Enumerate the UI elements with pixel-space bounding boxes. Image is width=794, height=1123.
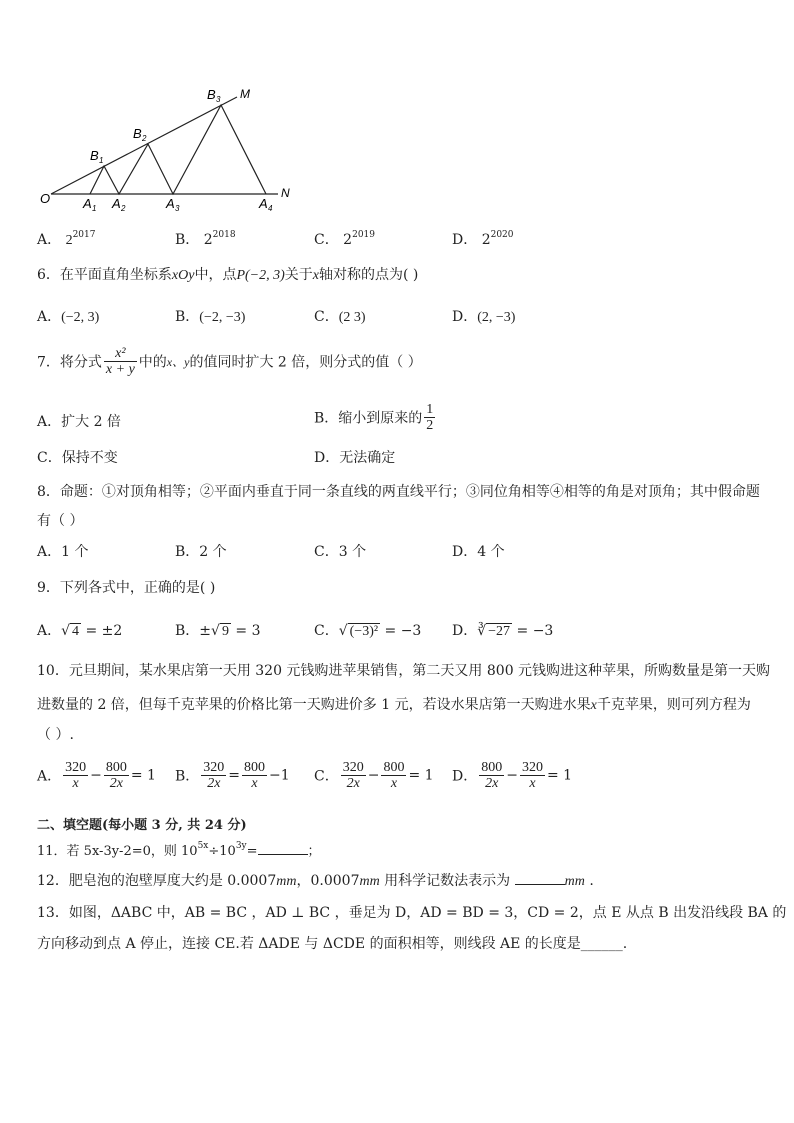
- fraction-1: [341, 760, 366, 791]
- sqrt-sign: √: [338, 623, 348, 639]
- q12-unit-2: mm: [359, 874, 380, 889]
- option-pre: ±: [199, 623, 212, 639]
- q10-option-b[interactable]: [175, 760, 290, 791]
- radicand: (−3)²: [349, 624, 379, 639]
- option-letter: A．: [37, 768, 62, 785]
- ray-om: [51, 97, 237, 194]
- q9-option-c[interactable]: [314, 620, 421, 640]
- q5-option-b[interactable]: [175, 229, 236, 249]
- option-letter: A．: [37, 309, 62, 325]
- option-letter: C．: [314, 623, 339, 639]
- option-letter: A．: [37, 414, 62, 430]
- frac-den: x: [72, 776, 79, 791]
- option-letter: B．: [175, 768, 200, 785]
- q8-option-a[interactable]: [37, 541, 88, 561]
- q11-text-c: =: [246, 844, 258, 859]
- option-base: 2: [343, 232, 353, 248]
- option-text: 缩小到原来的: [338, 410, 423, 427]
- q9-option-d[interactable]: [452, 620, 553, 640]
- operator: −: [506, 767, 518, 784]
- operator: =: [228, 767, 241, 784]
- option-text: 2 个: [199, 544, 227, 560]
- operator: −: [367, 767, 380, 784]
- label-o: O: [40, 191, 51, 206]
- q7-stem-a: 7．将分式: [37, 354, 102, 371]
- option-value: (−2, −3): [199, 310, 246, 325]
- frac-den: x: [529, 776, 536, 791]
- q9-stem: 9．下列各式中，正确的是( ): [37, 580, 216, 596]
- q11-exp1: 5x: [197, 841, 209, 851]
- q12-unit-3: mm: [564, 874, 585, 889]
- q12-unit-1: mm: [276, 874, 297, 889]
- option-text: 无法确定: [339, 450, 396, 466]
- option-base: 2: [203, 232, 213, 248]
- frac-num: 320: [203, 760, 225, 775]
- q5-option-a[interactable]: [37, 229, 95, 249]
- q6-stem-d: 轴对称的点为( ): [319, 267, 419, 283]
- frac-num: 800: [244, 760, 266, 775]
- option-letter: A．: [37, 623, 62, 639]
- fraction-1: [201, 760, 226, 791]
- option-letter: B．: [175, 232, 200, 248]
- option-exp: 2017: [72, 230, 96, 240]
- label-a1: A: [83, 196, 92, 211]
- option-text: 3 个: [338, 544, 367, 560]
- q7-frac-den: x + y: [105, 362, 135, 377]
- option-value: (2 3): [338, 310, 366, 325]
- sqrt-sign: √: [61, 623, 71, 639]
- option-letter: D．: [452, 768, 478, 785]
- q13-line2: 方向移动到点 A 停止，连接 CE.若 ΔADE 与 ΔCDE 的面积相等，则线段 AE 的长度是______.: [37, 936, 628, 952]
- label-a3: A: [166, 196, 175, 211]
- q7-stem: [37, 346, 422, 377]
- q6-stem-x: x: [312, 268, 320, 283]
- q6-stem-b: 中，点: [194, 267, 237, 283]
- option-letter: D．: [452, 309, 478, 325]
- option-base: 2: [65, 233, 73, 248]
- frac-num: 320: [521, 760, 543, 775]
- option-pre: ∛: [477, 623, 487, 639]
- fraction-2: [381, 760, 406, 791]
- frac-num: 800: [383, 760, 405, 775]
- frac-num: 320: [65, 760, 87, 775]
- option-base: 2: [481, 232, 491, 248]
- label-b1: B: [90, 148, 99, 163]
- option-letter: B．: [314, 410, 339, 427]
- option-text: 扩大 2 倍: [61, 414, 121, 430]
- tail: = 1: [130, 767, 156, 784]
- q10-line2a: 进数量的 2 倍，但每千克苹果的价格比第一天购进价多 1 元，若设水果店第一天购进水果: [37, 697, 591, 713]
- q13-line1: 13．如图，ΔABC 中，AB = BC ，AD ⊥ BC ，垂足为 D，AD = BD = 3，CD = 2，点 E 从点 B 出发沿线段 BA 的: [37, 905, 787, 921]
- q8-option-b[interactable]: [175, 541, 227, 561]
- option-value: (−2, 3): [61, 310, 100, 325]
- q12-text-a: 12．肥皂泡的泡壁厚度大约是 0.0007: [37, 873, 277, 889]
- frac-den: 2x: [485, 776, 499, 791]
- label-a3-sub: 3: [175, 204, 180, 213]
- option-exp: 2018: [212, 230, 236, 240]
- frac-num: 320: [342, 760, 364, 775]
- q10-option-c[interactable]: [314, 760, 434, 791]
- frac-num: 1: [426, 402, 434, 417]
- option-post: = ±2: [81, 623, 123, 639]
- option-letter: C．: [314, 544, 339, 560]
- zigzag-triangles: [90, 105, 266, 194]
- option-letter: C．: [314, 232, 339, 248]
- label-a4: A: [259, 196, 268, 211]
- frac-den: x: [251, 776, 258, 791]
- option-letter: B．: [175, 623, 200, 639]
- q11-answer-blank[interactable]: [258, 842, 308, 855]
- radicand: 4: [72, 624, 80, 639]
- q6-option-b[interactable]: [175, 306, 245, 326]
- q10-line2b: 千克苹果，则可列方程为: [596, 697, 751, 713]
- q12-text-c: 用科学记数法表示为: [379, 873, 515, 889]
- q9-option-b[interactable]: [175, 620, 261, 640]
- q11-text-b: ÷10: [208, 844, 236, 859]
- q11-text-a: 11．若 5x-3y-2=0，则 10: [37, 844, 198, 859]
- q7-option-a[interactable]: [37, 411, 121, 431]
- q12: [37, 870, 594, 890]
- q6-option-d[interactable]: [452, 306, 515, 326]
- option-letter: A．: [37, 544, 62, 560]
- q8-stem-line1: 8．命题：①对顶角相等；②平面内垂直于同一条直线的两直线平行；③同位角相等④相等的角是对顶角；其中假命题: [37, 484, 760, 500]
- q5-option-c[interactable]: [314, 229, 375, 249]
- tail: = 1: [408, 767, 434, 784]
- frac-num: 800: [105, 760, 127, 775]
- option-text: 保持不变: [61, 450, 118, 466]
- q12-text-d: .: [584, 873, 594, 889]
- option-exp: 2020: [490, 230, 514, 240]
- q12-text-b: ，0.0007: [296, 873, 360, 889]
- fraction-1: [63, 760, 88, 791]
- option-letter: A．: [37, 232, 62, 248]
- q10-stem-line3: （ ）.: [37, 727, 74, 743]
- q7-frac-num: x²: [104, 346, 137, 362]
- label-m: M: [240, 87, 250, 101]
- operator: −: [90, 767, 102, 784]
- q6-stem: [37, 264, 418, 284]
- q11: [37, 840, 321, 859]
- option-fraction: [424, 402, 435, 433]
- fraction-1: [479, 760, 504, 791]
- option-letter: C．: [314, 768, 339, 785]
- radicand: −27: [488, 624, 511, 639]
- q7-stem-b: 中的: [138, 354, 167, 371]
- q7-fraction: [104, 346, 137, 377]
- option-letter: D．: [452, 623, 478, 639]
- label-a4-sub: 4: [268, 204, 273, 213]
- option-value: (2, −3): [477, 310, 516, 325]
- fraction-2: [520, 760, 545, 791]
- label-b1-sub: 1: [99, 156, 104, 165]
- q11-exp2: 3y: [235, 841, 247, 851]
- q10-option-a[interactable]: [37, 760, 156, 791]
- q6-stem-a: 6．在平面直角坐标系: [37, 267, 172, 283]
- q7-option-c[interactable]: [37, 447, 118, 467]
- option-text: 4 个: [477, 544, 505, 560]
- q6-stem-xoy: xOy: [171, 268, 195, 283]
- q6-stem-c: 关于: [284, 267, 313, 283]
- q8-option-d[interactable]: [452, 541, 505, 561]
- option-post: = −3: [380, 623, 422, 639]
- q7-stem-vars: x、y: [166, 355, 190, 369]
- q7-option-b[interactable]: [314, 402, 437, 433]
- q7-option-d[interactable]: [314, 447, 395, 467]
- option-letter: D．: [452, 232, 478, 248]
- q10-line2x: x: [590, 698, 597, 713]
- frac-num: 800: [481, 760, 503, 775]
- option-text: 1 个: [61, 544, 89, 560]
- label-a2-sub: 2: [121, 204, 126, 213]
- frac-den: x: [390, 776, 398, 791]
- q7-stem-c: 的值同时扩大 2 倍，则分式的值（ ）: [189, 354, 422, 371]
- fraction-2: [242, 760, 267, 791]
- option-exp: 2019: [352, 230, 375, 240]
- q10-stem-line2: [37, 694, 751, 714]
- label-a2: A: [112, 196, 121, 211]
- q6-stem-point: P(−2, 3): [236, 268, 285, 283]
- q10-option-d[interactable]: [452, 760, 572, 791]
- option-letter: C．: [37, 450, 62, 466]
- sqrt-sign: √: [211, 623, 220, 639]
- option-letter: D．: [452, 544, 478, 560]
- option-letter: D．: [314, 450, 340, 466]
- label-b2: B: [133, 126, 142, 141]
- q8-stem-line2: 有（ ）: [37, 513, 84, 529]
- q11-text-d: ；: [307, 844, 321, 859]
- label-n: N: [281, 186, 290, 200]
- frac-den: 2: [426, 418, 434, 433]
- q12-answer-blank[interactable]: [515, 872, 565, 885]
- frac-den: 2x: [346, 776, 360, 791]
- option-letter: B．: [175, 544, 200, 560]
- label-b3-sub: 3: [216, 95, 221, 104]
- q10-stem-line1: 10．元旦期间，某水果店第一天用 320 元钱购进苹果销售，第二天又用 800 元钱购进这种苹果，所购数量是第一天购: [37, 663, 771, 679]
- frac-den: 2x: [207, 776, 221, 791]
- section-2-title: 二、填空题(每小题 3 分, 共 24 分): [37, 818, 247, 833]
- q6-option-a[interactable]: [37, 306, 99, 326]
- label-a1-sub: 1: [92, 204, 97, 213]
- fraction-2: [104, 760, 129, 791]
- q8-option-c[interactable]: [314, 541, 366, 561]
- option-letter: C．: [314, 309, 339, 325]
- radicand: 9: [221, 624, 229, 639]
- geometry-figure: [30, 80, 300, 215]
- option-post: = 3: [230, 623, 261, 639]
- q9-option-a[interactable]: [37, 620, 122, 640]
- option-post: = −3: [512, 623, 554, 639]
- tail: −1: [269, 767, 290, 784]
- q6-option-c[interactable]: [314, 306, 366, 326]
- tail: = 1: [546, 767, 573, 784]
- label-b3: B: [207, 87, 216, 102]
- option-letter: B．: [175, 309, 200, 325]
- q5-option-d[interactable]: [452, 229, 514, 249]
- label-b2-sub: 2: [142, 134, 147, 143]
- frac-den: 2x: [109, 776, 123, 791]
